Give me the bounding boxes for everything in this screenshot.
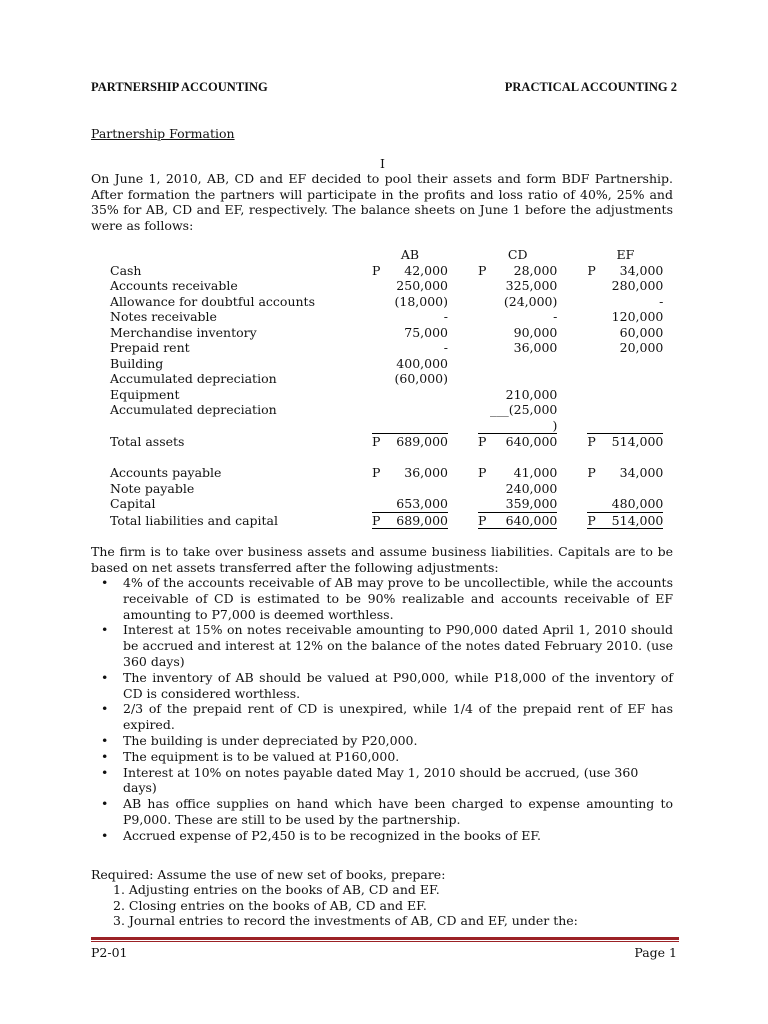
adjustment-text: The equipment is to be valued at P160,000. bbox=[123, 748, 400, 764]
section-title: Partnership Formation bbox=[91, 126, 235, 141]
amount-cd: - bbox=[553, 309, 558, 324]
header-right: PRACTICAL ACCOUNTING 2 bbox=[504, 80, 677, 94]
currency-mark: P bbox=[587, 434, 599, 450]
requirement-item: 3. Journal entries to record the investments of AB, CD and EF, under the: bbox=[113, 913, 578, 928]
row-label: Cash bbox=[110, 262, 142, 278]
amount-cd bbox=[490, 371, 557, 387]
balance-sheet-row bbox=[110, 263, 663, 279]
adjustment-item bbox=[91, 575, 673, 622]
currency-mark bbox=[587, 278, 599, 294]
balance-sheet-row bbox=[110, 309, 663, 325]
currency-mark bbox=[372, 387, 384, 403]
balance-sheet-row bbox=[110, 294, 663, 310]
adjustment-item bbox=[91, 670, 673, 702]
currency-mark bbox=[587, 418, 599, 434]
amount-ab: 653,000 bbox=[384, 496, 448, 512]
currency-mark: P bbox=[372, 465, 381, 480]
currency-mark bbox=[372, 496, 384, 512]
balance-sheet-row bbox=[110, 434, 663, 450]
currency-mark bbox=[587, 402, 599, 418]
adjustment-item bbox=[91, 701, 673, 733]
amount-ef: 514,000 bbox=[599, 512, 663, 529]
balance-sheet-row bbox=[110, 356, 663, 372]
amount-cd: 640,000 bbox=[490, 512, 557, 529]
balance-sheet-row bbox=[110, 371, 663, 387]
amount-cd: 210,000 bbox=[505, 386, 558, 402]
currency-mark bbox=[587, 356, 599, 372]
currency-mark bbox=[372, 418, 384, 434]
bullet-icon: • bbox=[101, 575, 109, 590]
requirement-item: 1. Adjusting entries on the books of AB, CD and EF. bbox=[113, 882, 440, 897]
amount-ab: - bbox=[443, 340, 448, 355]
bullet-icon: • bbox=[101, 701, 109, 717]
amount-ab: 400,000 bbox=[396, 355, 448, 371]
column-header: CD bbox=[507, 247, 528, 262]
currency-mark bbox=[478, 371, 490, 387]
bullet-icon: • bbox=[101, 796, 109, 812]
footer-page-number: Page 1 bbox=[634, 945, 677, 960]
amount-cd: 325,000 bbox=[505, 278, 558, 293]
currency-mark bbox=[587, 325, 599, 341]
currency-mark bbox=[372, 278, 384, 294]
currency-mark bbox=[478, 481, 490, 497]
footer-code: P2-01 bbox=[91, 945, 128, 960]
row-label: Prepaid rent bbox=[110, 340, 190, 355]
amount-ef: 34,000 bbox=[619, 465, 664, 480]
currency-mark bbox=[372, 481, 384, 497]
currency-mark: P bbox=[478, 465, 487, 480]
adjustment-item bbox=[91, 828, 673, 844]
currency-mark bbox=[587, 309, 599, 325]
balance-sheet-row bbox=[110, 465, 663, 481]
currency-mark: P bbox=[587, 262, 596, 278]
currency-mark bbox=[372, 309, 384, 325]
currency-mark bbox=[587, 496, 599, 512]
currency-mark bbox=[372, 294, 384, 310]
row-label: Building bbox=[110, 355, 164, 371]
balance-sheet-table bbox=[110, 247, 663, 529]
requirement-item: 2. Closing entries on the books of AB, CD and EF. bbox=[113, 897, 427, 913]
amount-ef: 480,000 bbox=[599, 496, 663, 512]
amount-cd: 640,000 bbox=[490, 434, 557, 450]
currency-mark: P bbox=[587, 465, 596, 480]
column-header-row bbox=[110, 247, 663, 263]
amount-ef: - bbox=[659, 293, 664, 309]
amount-ab bbox=[384, 402, 448, 418]
amount-ab bbox=[384, 481, 448, 497]
adjustment-text: AB has office supplies on hand which have been charged to expense amounting to P9,000. These are still to be used by the partnership. bbox=[123, 796, 673, 827]
row-label: Total assets bbox=[110, 433, 185, 449]
bullet-icon: • bbox=[101, 669, 109, 685]
amount-cd: 28,000 bbox=[513, 262, 558, 278]
amount-ef: 34,000 bbox=[619, 262, 664, 278]
amount-cd: ___(25,000 bbox=[490, 402, 558, 417]
row-label: Accounts payable bbox=[110, 465, 222, 480]
amount-ef: 280,000 bbox=[611, 278, 664, 293]
bullet-icon: • bbox=[101, 764, 109, 780]
balance-sheet-row bbox=[110, 481, 663, 497]
adjustment-text: 2/3 of the prepaid rent of CD is unexpired, while 1/4 of the prepaid rent of EF has expired. bbox=[123, 701, 673, 733]
bullet-icon: • bbox=[101, 748, 109, 764]
amount-ef bbox=[599, 481, 663, 497]
amount-ef bbox=[599, 371, 663, 387]
requirements-list bbox=[113, 882, 578, 929]
currency-mark bbox=[372, 402, 384, 418]
row-label: Total liabilities and capital bbox=[110, 512, 278, 528]
adjustment-item bbox=[91, 733, 673, 749]
column-header: EF bbox=[616, 247, 635, 262]
adjustment-text: The inventory of AB should be valued at P90,000, while P18,000 of the inventory of CD is considered worthless. bbox=[123, 669, 673, 701]
amount-ef: 60,000 bbox=[619, 324, 664, 340]
problem-number: I bbox=[380, 156, 385, 171]
row-label: Accumulated depreciation bbox=[110, 371, 277, 386]
balance-sheet-row bbox=[110, 418, 663, 434]
amount-cd: 90,000 bbox=[513, 324, 558, 340]
balance-sheet-row bbox=[110, 325, 663, 341]
amount-cd bbox=[490, 356, 557, 372]
bullet-icon: • bbox=[101, 622, 109, 638]
footer-rule bbox=[91, 937, 679, 940]
intro-paragraph: On June 1, 2010, AB, CD and EF decided to pool their assets and form BDF Partnership. After formation the partners will participate in the profits and loss ratio of 40%, 25% and 35% for AB, CD and EF, respectively. The balance sheets on June 1 before the adjustments were as follows: bbox=[91, 171, 673, 233]
adjustment-item bbox=[91, 622, 673, 669]
adjustments-list bbox=[91, 575, 673, 844]
amount-ab: 42,000 bbox=[404, 262, 448, 278]
balance-sheet-row bbox=[110, 340, 663, 356]
amount-cd: (24,000) bbox=[503, 293, 558, 309]
adjustment-item bbox=[91, 796, 673, 828]
currency-mark bbox=[478, 418, 490, 434]
amount-ef bbox=[599, 356, 663, 372]
amount-ef bbox=[599, 418, 663, 434]
currency-mark bbox=[478, 325, 490, 341]
currency-mark bbox=[587, 371, 599, 387]
amount-cd: 41,000 bbox=[513, 465, 558, 480]
bullet-icon: • bbox=[101, 827, 109, 843]
currency-mark bbox=[478, 278, 490, 294]
currency-mark bbox=[478, 402, 490, 418]
currency-mark bbox=[587, 481, 599, 497]
amount-ef: 20,000 bbox=[619, 340, 664, 355]
amount-ab: - bbox=[443, 309, 448, 324]
footer-rule-thin bbox=[91, 941, 679, 942]
column-header: AB bbox=[400, 247, 420, 262]
amount-ab: 689,000 bbox=[384, 434, 448, 450]
currency-mark bbox=[478, 340, 490, 356]
currency-mark: P bbox=[372, 512, 384, 529]
amount-ab: 250,000 bbox=[396, 278, 448, 293]
currency-mark: P bbox=[587, 512, 599, 529]
currency-mark: P bbox=[372, 262, 381, 278]
header-left: PARTNERSHIP ACCOUNTING bbox=[91, 80, 268, 94]
row-label: Merchandise inventory bbox=[110, 324, 257, 340]
currency-mark bbox=[478, 309, 490, 325]
currency-mark bbox=[478, 496, 490, 512]
row-label: Notes receivable bbox=[110, 309, 217, 324]
currency-mark bbox=[372, 340, 384, 356]
currency-mark: P bbox=[478, 434, 490, 450]
amount-ef: 514,000 bbox=[599, 434, 663, 450]
currency-mark bbox=[587, 387, 599, 403]
row-label: Accounts receivable bbox=[110, 278, 238, 293]
adjustment-item bbox=[91, 749, 673, 765]
currency-mark bbox=[372, 325, 384, 341]
amount-cd: 36,000 bbox=[513, 340, 558, 355]
row-label: Capital bbox=[110, 496, 156, 512]
adjustment-text: Accrued expense of P2,450 is to be recognized in the books of EF. bbox=[123, 827, 542, 843]
currency-mark: P bbox=[478, 512, 490, 529]
row-label: Accumulated depreciation bbox=[110, 402, 277, 417]
row-label: Equipment bbox=[110, 386, 180, 402]
adjustments-intro: The firm is to take over business assets and assume business liabilities. Capitals are to be based on net assets transferred after the following adjustments: bbox=[91, 544, 673, 575]
adjustment-text: Interest at 10% on notes payable dated May 1, 2010 should be accrued, (use 360 days) bbox=[123, 764, 639, 796]
currency-mark: P bbox=[478, 262, 487, 278]
amount-ab: (60,000) bbox=[394, 371, 448, 386]
bullet-icon: • bbox=[101, 732, 109, 748]
amount-cd: ) bbox=[552, 417, 558, 433]
amount-ab: 689,000 bbox=[384, 512, 448, 529]
currency-mark: P bbox=[372, 434, 384, 450]
currency-mark bbox=[372, 371, 384, 387]
adjustment-text: 4% of the accounts receivable of AB may prove to be uncollectible, while the accounts receivable of CD is estimated to be 90% realizable and accounts receivable of EF amounting to P7,000 is deemed worthless. bbox=[123, 575, 673, 622]
adjustment-text: The building is under depreciated by P20,000. bbox=[123, 732, 418, 748]
balance-sheet-row bbox=[110, 278, 663, 294]
amount-ab bbox=[384, 387, 448, 403]
amount-ef bbox=[599, 402, 663, 418]
currency-mark bbox=[478, 294, 490, 310]
balance-sheet-row bbox=[110, 496, 663, 512]
row-label: Note payable bbox=[110, 480, 195, 496]
currency-mark bbox=[587, 294, 599, 310]
amount-ab: (18,000) bbox=[394, 293, 448, 309]
balance-sheet-row bbox=[110, 402, 663, 418]
amount-ab: 75,000 bbox=[404, 324, 448, 340]
row-label: Allowance for doubtful accounts bbox=[110, 293, 315, 309]
balance-sheet-row bbox=[110, 387, 663, 403]
amount-ef bbox=[599, 387, 663, 403]
amount-ef: 120,000 bbox=[611, 309, 664, 324]
adjustment-item bbox=[91, 765, 673, 797]
currency-mark bbox=[372, 356, 384, 372]
row-label bbox=[110, 418, 372, 434]
currency-mark bbox=[478, 356, 490, 372]
amount-ab: 36,000 bbox=[404, 465, 448, 480]
currency-mark bbox=[478, 387, 490, 403]
adjustment-text: Interest at 15% on notes receivable amounting to P90,000 dated April 1, 2010 should be accrued and interest at 12% on the balance of the notes dated February 2010. (use 360 days) bbox=[123, 622, 673, 669]
required-intro: Required: Assume the use of new set of books, prepare: bbox=[91, 867, 446, 882]
balance-sheet-row bbox=[110, 512, 663, 529]
currency-mark bbox=[587, 340, 599, 356]
amount-ab bbox=[384, 418, 448, 434]
amount-cd: 359,000 bbox=[490, 496, 557, 512]
amount-cd: 240,000 bbox=[505, 480, 558, 496]
